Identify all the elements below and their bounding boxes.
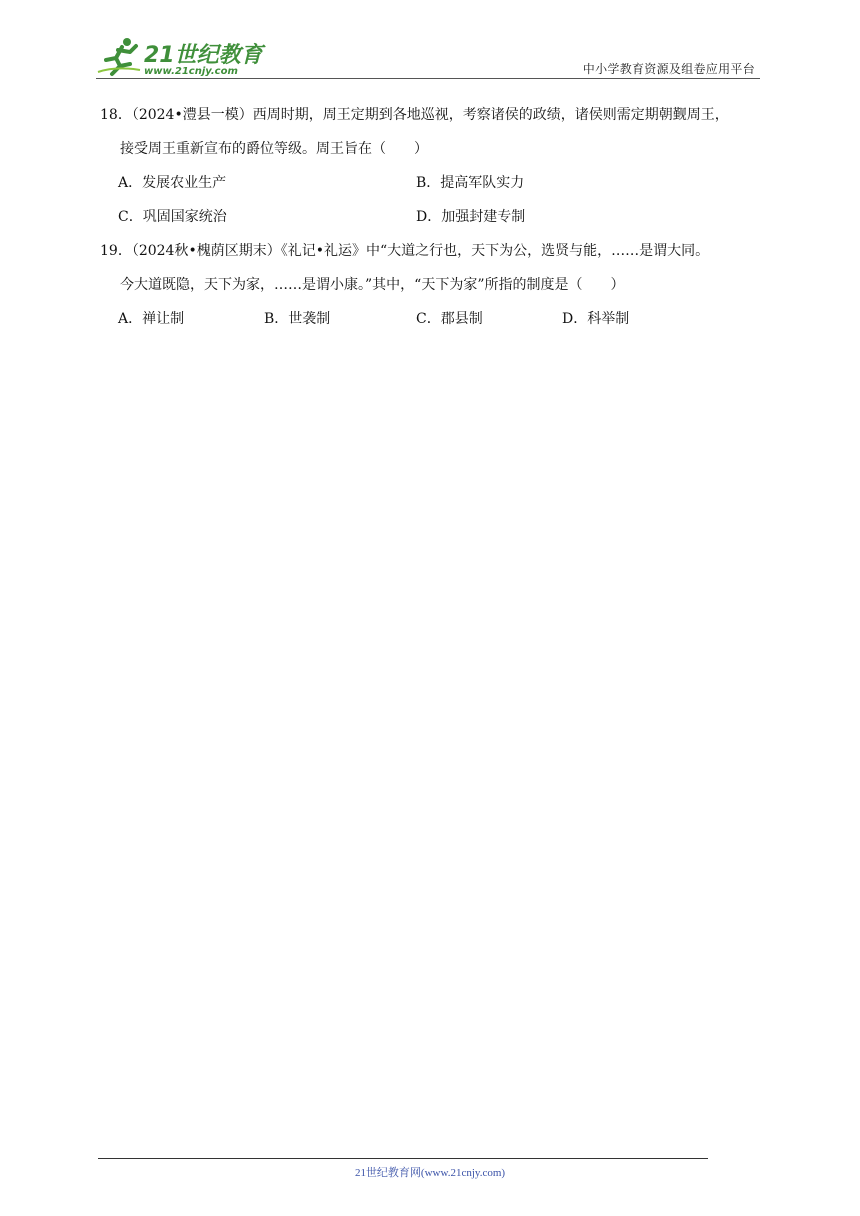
question-19-options-row: [100, 302, 760, 336]
option-a[interactable]: A．发展农业生产: [118, 175, 227, 191]
question-18-stem-line2: 接受周王重新宣布的爵位等级。周王旨在（ ）: [120, 141, 428, 157]
option-b[interactable]: B．提高军队实力: [416, 175, 525, 191]
question-19: [100, 234, 760, 336]
logo-text: 21世纪教育: [144, 43, 263, 68]
logo-url: www.21cnjy.com: [144, 66, 238, 77]
question-19-stem-line2: 今大道既隐，天下为家，……是谓小康。”其中，“天下为家”所指的制度是（ ）: [120, 277, 625, 293]
option-a[interactable]: A．禅让制: [118, 311, 185, 327]
question-18: [100, 98, 760, 234]
option-c[interactable]: C．郡县制: [416, 311, 483, 327]
option-c[interactable]: C．巩固国家统治: [118, 209, 227, 225]
question-18-stem-line1: 18．（2024•澧县一模）西周时期，周王定期到各地巡视，考察诸侯的政绩，诸侯则需定期朝觐周王，: [100, 107, 729, 123]
option-b[interactable]: B．世袭制: [264, 311, 331, 327]
site-logo[interactable]: [96, 36, 266, 78]
option-d[interactable]: D．加强封建专制: [416, 209, 526, 225]
platform-label: 中小学教育资源及组卷应用平台: [582, 62, 755, 76]
footer-link[interactable]: 21世纪教育网(www.21cnjy.com): [354, 1167, 506, 1179]
question-18-options-row2: [100, 200, 760, 234]
header-divider: [96, 78, 760, 79]
footer-divider: [98, 1158, 708, 1159]
question-19-stem-line1: 19．（2024秋•槐荫区期末）《礼记•礼运》中“大道之行也，天下为公，选贤与能，……是谓大同。: [100, 243, 710, 259]
question-18-options-row1: [100, 166, 760, 200]
option-d[interactable]: D．科举制: [562, 311, 630, 327]
runner-icon: [96, 36, 266, 78]
